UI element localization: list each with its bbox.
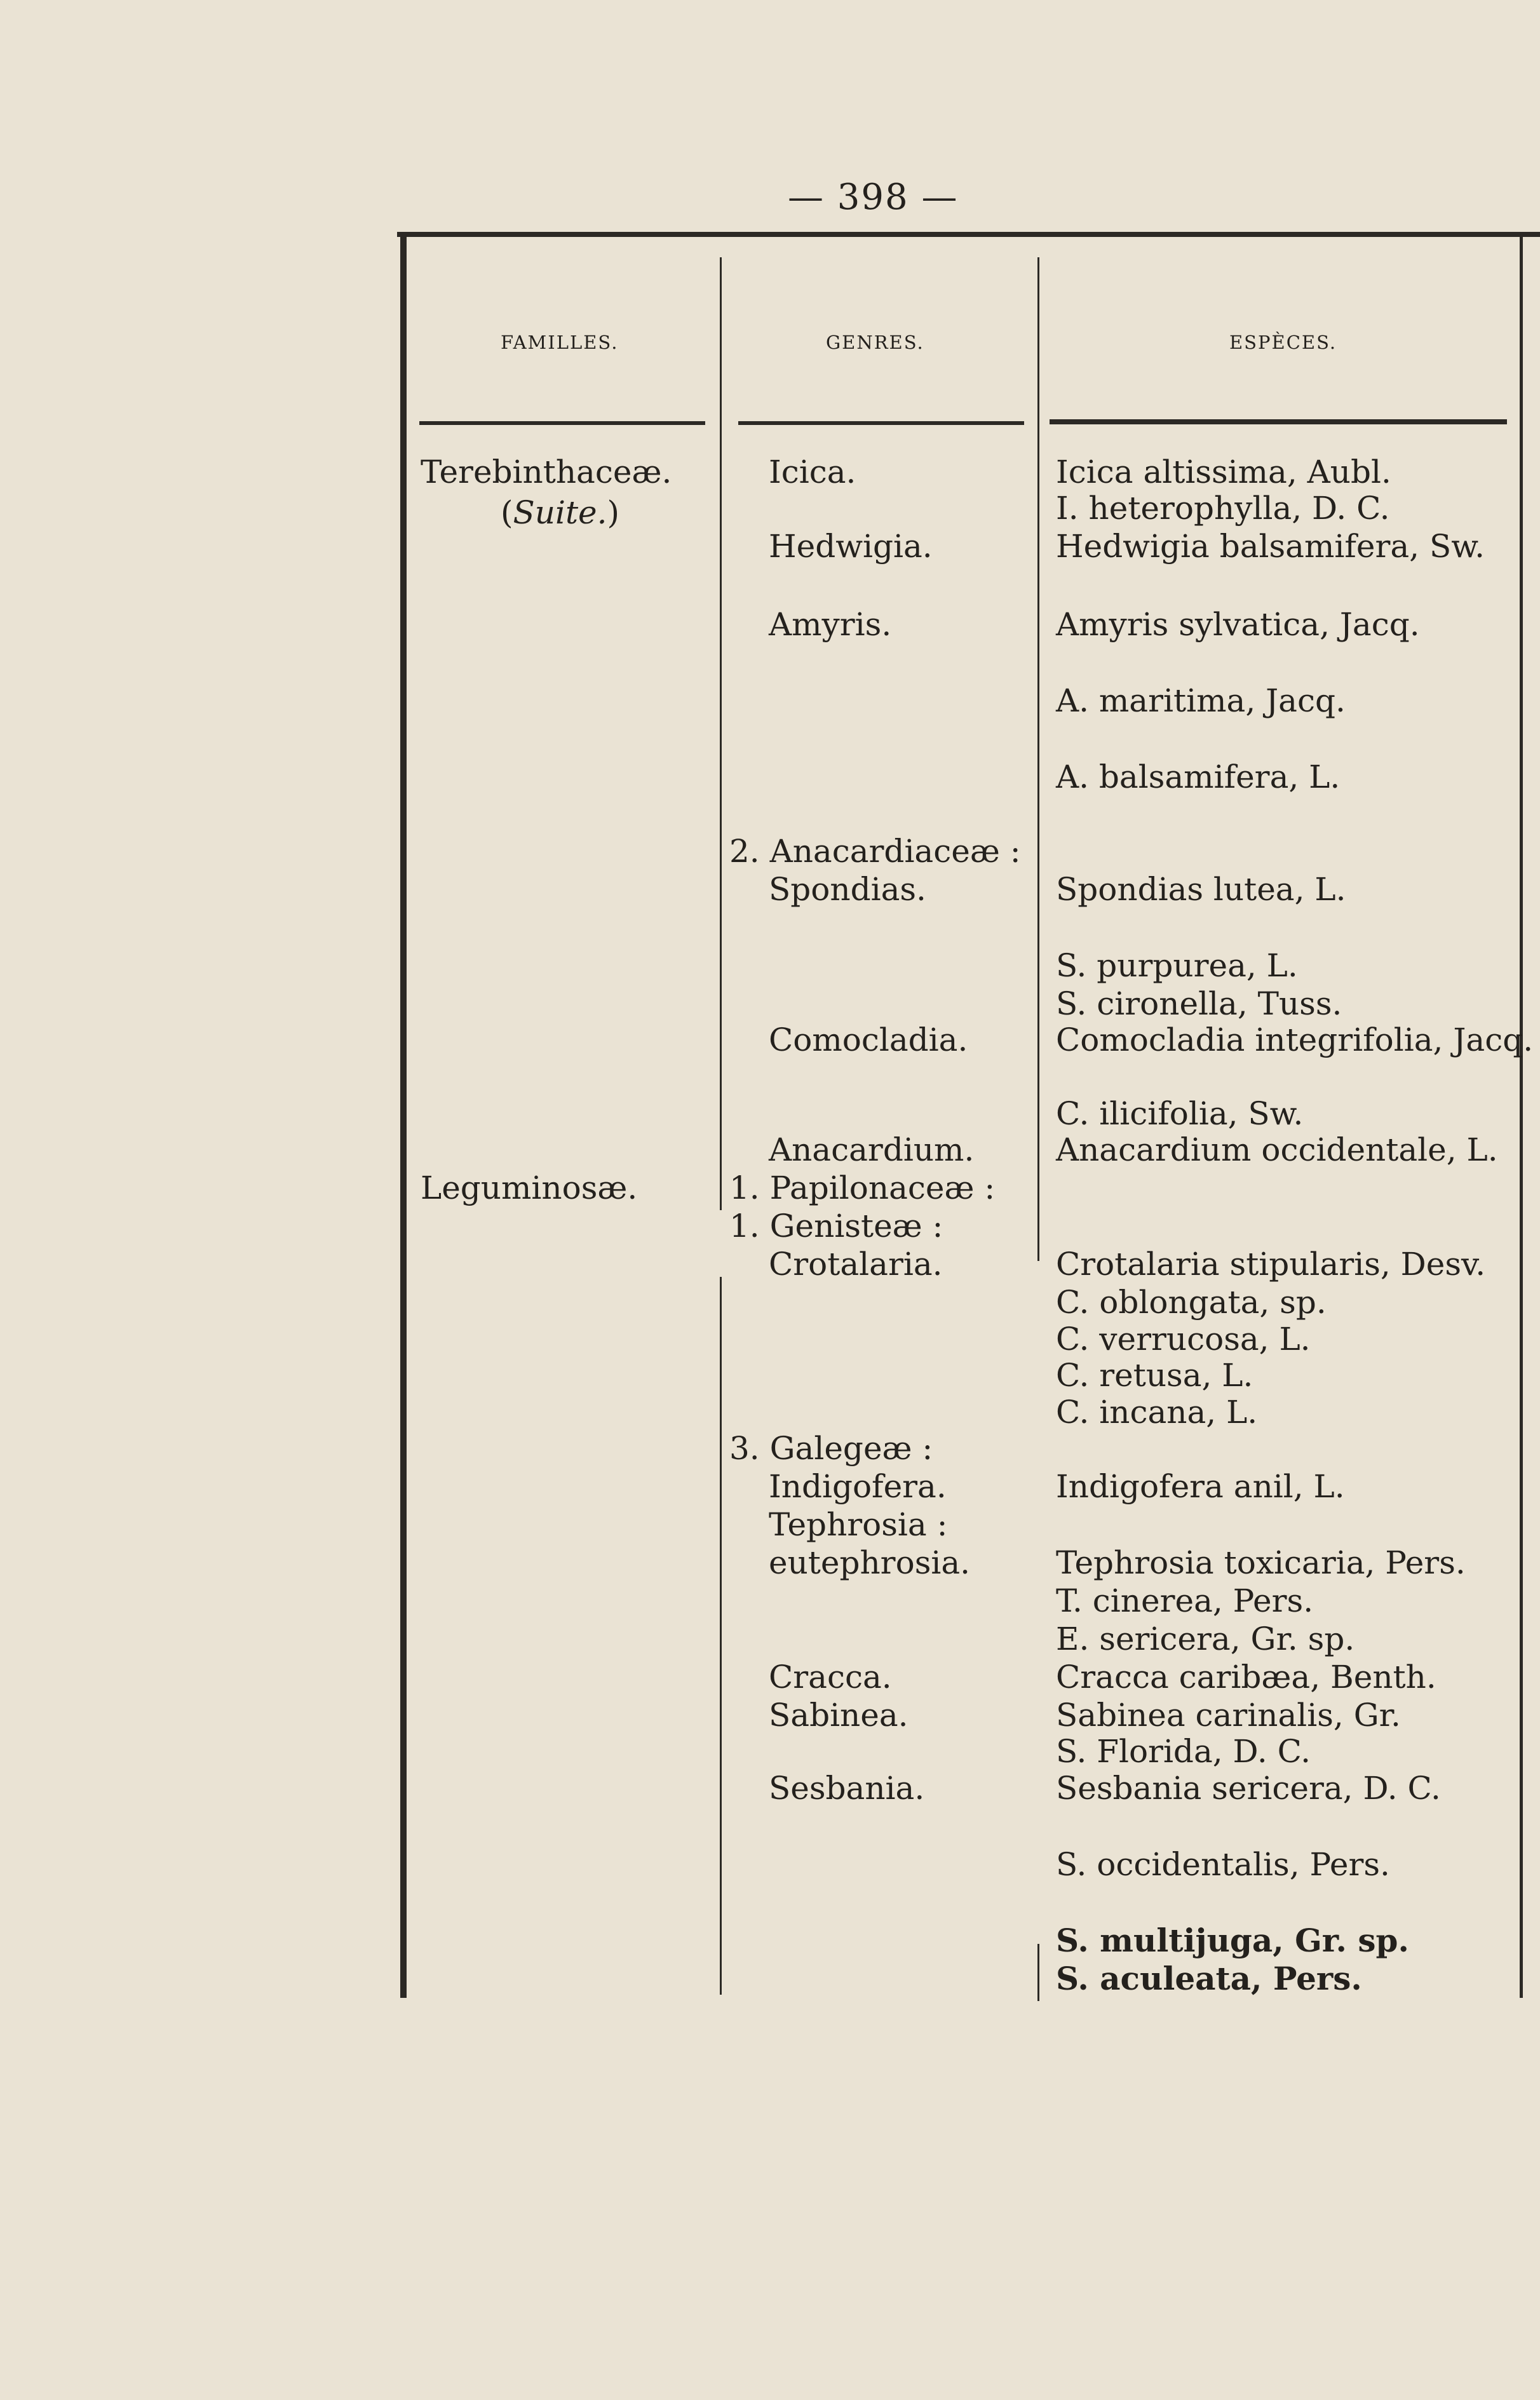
species-cell: S. aculeata, Pers. — [1056, 1960, 1362, 1997]
page-number: — 398 — — [788, 177, 959, 218]
species-cell: Spondias lutea, L. — [1056, 871, 1346, 908]
table-left-rule — [400, 232, 407, 1998]
column-divider-2-lower — [1037, 1944, 1039, 2001]
species-cell: Icica altissima, Aubl. — [1056, 454, 1391, 490]
header-underline-genres — [738, 421, 1024, 425]
genre-cell: eutephrosia. — [769, 1544, 971, 1581]
family-suite: Suite. — [513, 494, 607, 531]
genre-cell: 3. Galegeæ : — [729, 1430, 933, 1467]
genre-cell: Icica. — [769, 454, 856, 490]
genre-cell: Anacardium. — [769, 1131, 975, 1168]
species-cell: Crotalaria stipularis, Desv. — [1056, 1246, 1486, 1283]
species-cell: S. purpurea, L. — [1056, 947, 1298, 984]
family-cell: Leguminosæ. — [421, 1170, 638, 1206]
column-divider-1-lower — [720, 1277, 722, 1995]
genre-cell: Indigofera. — [769, 1468, 947, 1505]
species-cell: S. multijuga, Gr. sp. — [1056, 1922, 1409, 1959]
species-cell: S. occidentalis, Pers. — [1056, 1846, 1390, 1883]
species-cell: C. retusa, L. — [1056, 1357, 1253, 1394]
species-cell: C. oblongata, sp. — [1056, 1284, 1327, 1321]
species-cell: Comocladia integrifolia, Jacq. — [1056, 1021, 1534, 1058]
table-top-rule — [397, 232, 1540, 237]
species-cell: I. heterophylla, D. C. — [1056, 490, 1390, 527]
genre-cell: Sesbania. — [769, 1770, 925, 1807]
species-cell: Hedwigia balsamifera, Sw. — [1056, 528, 1485, 565]
species-cell: Sesbania sericera, D. C. — [1056, 1770, 1441, 1807]
genre-cell: Comocladia. — [769, 1021, 968, 1058]
genre-cell: Amyris. — [769, 606, 892, 643]
species-cell: S. Florida, D. C. — [1056, 1733, 1311, 1770]
species-cell: Anacardium occidentale, L. — [1056, 1131, 1498, 1168]
genre-cell: Tephrosia : — [769, 1506, 948, 1543]
species-cell: S. cironella, Tuss. — [1056, 985, 1342, 1022]
genre-cell: 1. Genisteæ : — [729, 1208, 943, 1244]
column-divider-1 — [720, 257, 722, 1210]
header-familles: FAMILLES. — [501, 332, 619, 353]
species-cell: Tephrosia toxicaria, Pers. — [1056, 1544, 1466, 1581]
genre-cell: Cracca. — [769, 1659, 892, 1696]
species-cell: E. sericera, Gr. sp. — [1056, 1621, 1355, 1657]
genre-cell: Sabinea. — [769, 1697, 908, 1734]
header-especes: ESPÈCES. — [1229, 332, 1337, 353]
species-cell: C. incana, L. — [1056, 1394, 1258, 1431]
table-right-rule — [1520, 232, 1523, 1998]
family-cell: (Suite.) — [501, 494, 620, 531]
genre-cell: 2. Anacardiaceæ : — [729, 833, 1021, 870]
header-genres: GENRES. — [826, 332, 924, 353]
species-cell: Amyris sylvatica, Jacq. — [1056, 606, 1420, 643]
header-underline-especes — [1050, 419, 1507, 424]
species-cell: A. balsamifera, L. — [1056, 758, 1341, 795]
species-cell: C. verrucosa, L. — [1056, 1321, 1311, 1358]
genre-cell: Spondias. — [769, 871, 926, 908]
species-cell: Indigofera anil, L. — [1056, 1468, 1345, 1505]
family-cell: Terebinthaceæ. — [421, 454, 672, 490]
header-underline-families — [419, 421, 705, 425]
genre-cell: 1. Papilonaceæ : — [729, 1170, 996, 1206]
species-cell: A. maritima, Jacq. — [1056, 682, 1346, 719]
genre-cell: Crotalaria. — [769, 1246, 943, 1283]
species-cell: Cracca caribæa, Benth. — [1056, 1659, 1436, 1696]
species-cell: Sabinea carinalis, Gr. — [1056, 1697, 1401, 1734]
species-cell: C. ilicifolia, Sw. — [1056, 1095, 1304, 1132]
species-cell: T. cinerea, Pers. — [1056, 1582, 1314, 1619]
column-divider-2 — [1037, 257, 1039, 1261]
genre-cell: Hedwigia. — [769, 528, 933, 565]
